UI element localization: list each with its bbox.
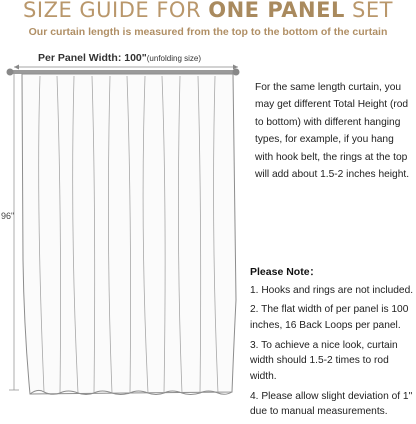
panel-width-note: (unfolding size)	[146, 54, 201, 63]
rod-end-right	[233, 69, 240, 76]
notes-list	[250, 283, 414, 424]
title-post: SET	[344, 0, 393, 22]
hanging-description: For the same length curtain, you may get different Total Height (rod to bottom) with different hanging types, for example, if you hang with hook belt, the rings at the top will add about 1.5-2 inches height.	[255, 82, 410, 181]
curtain-rod	[10, 70, 236, 74]
curtain-panel	[22, 74, 236, 394]
notes-title: Please Note：	[250, 266, 321, 278]
panel-width-value: Per Panel Width: 100"	[38, 52, 147, 64]
note-item: 1. Hooks and rings are not included.	[250, 285, 414, 296]
rod-end-left	[7, 69, 14, 76]
height-label: 96"	[1, 211, 15, 221]
title-pre: SIZE GUIDE FOR	[23, 0, 209, 22]
note-item: 2. The flat width of per panel is 100 inches, 16 Back Loops per panel.	[250, 304, 409, 332]
width-arrow-left	[14, 65, 19, 70]
title-strong: ONE PANEL	[208, 0, 345, 22]
note-item: 3. To achieve a nice look, curtain width should 1.5-2 times to rod width.	[250, 339, 398, 383]
page-subtitle: Our curtain length is measured from the top to the bottom of the curtain	[28, 26, 388, 38]
note-item: 4. Please allow slight deviation of 1" due to manual measurements.	[250, 390, 413, 418]
